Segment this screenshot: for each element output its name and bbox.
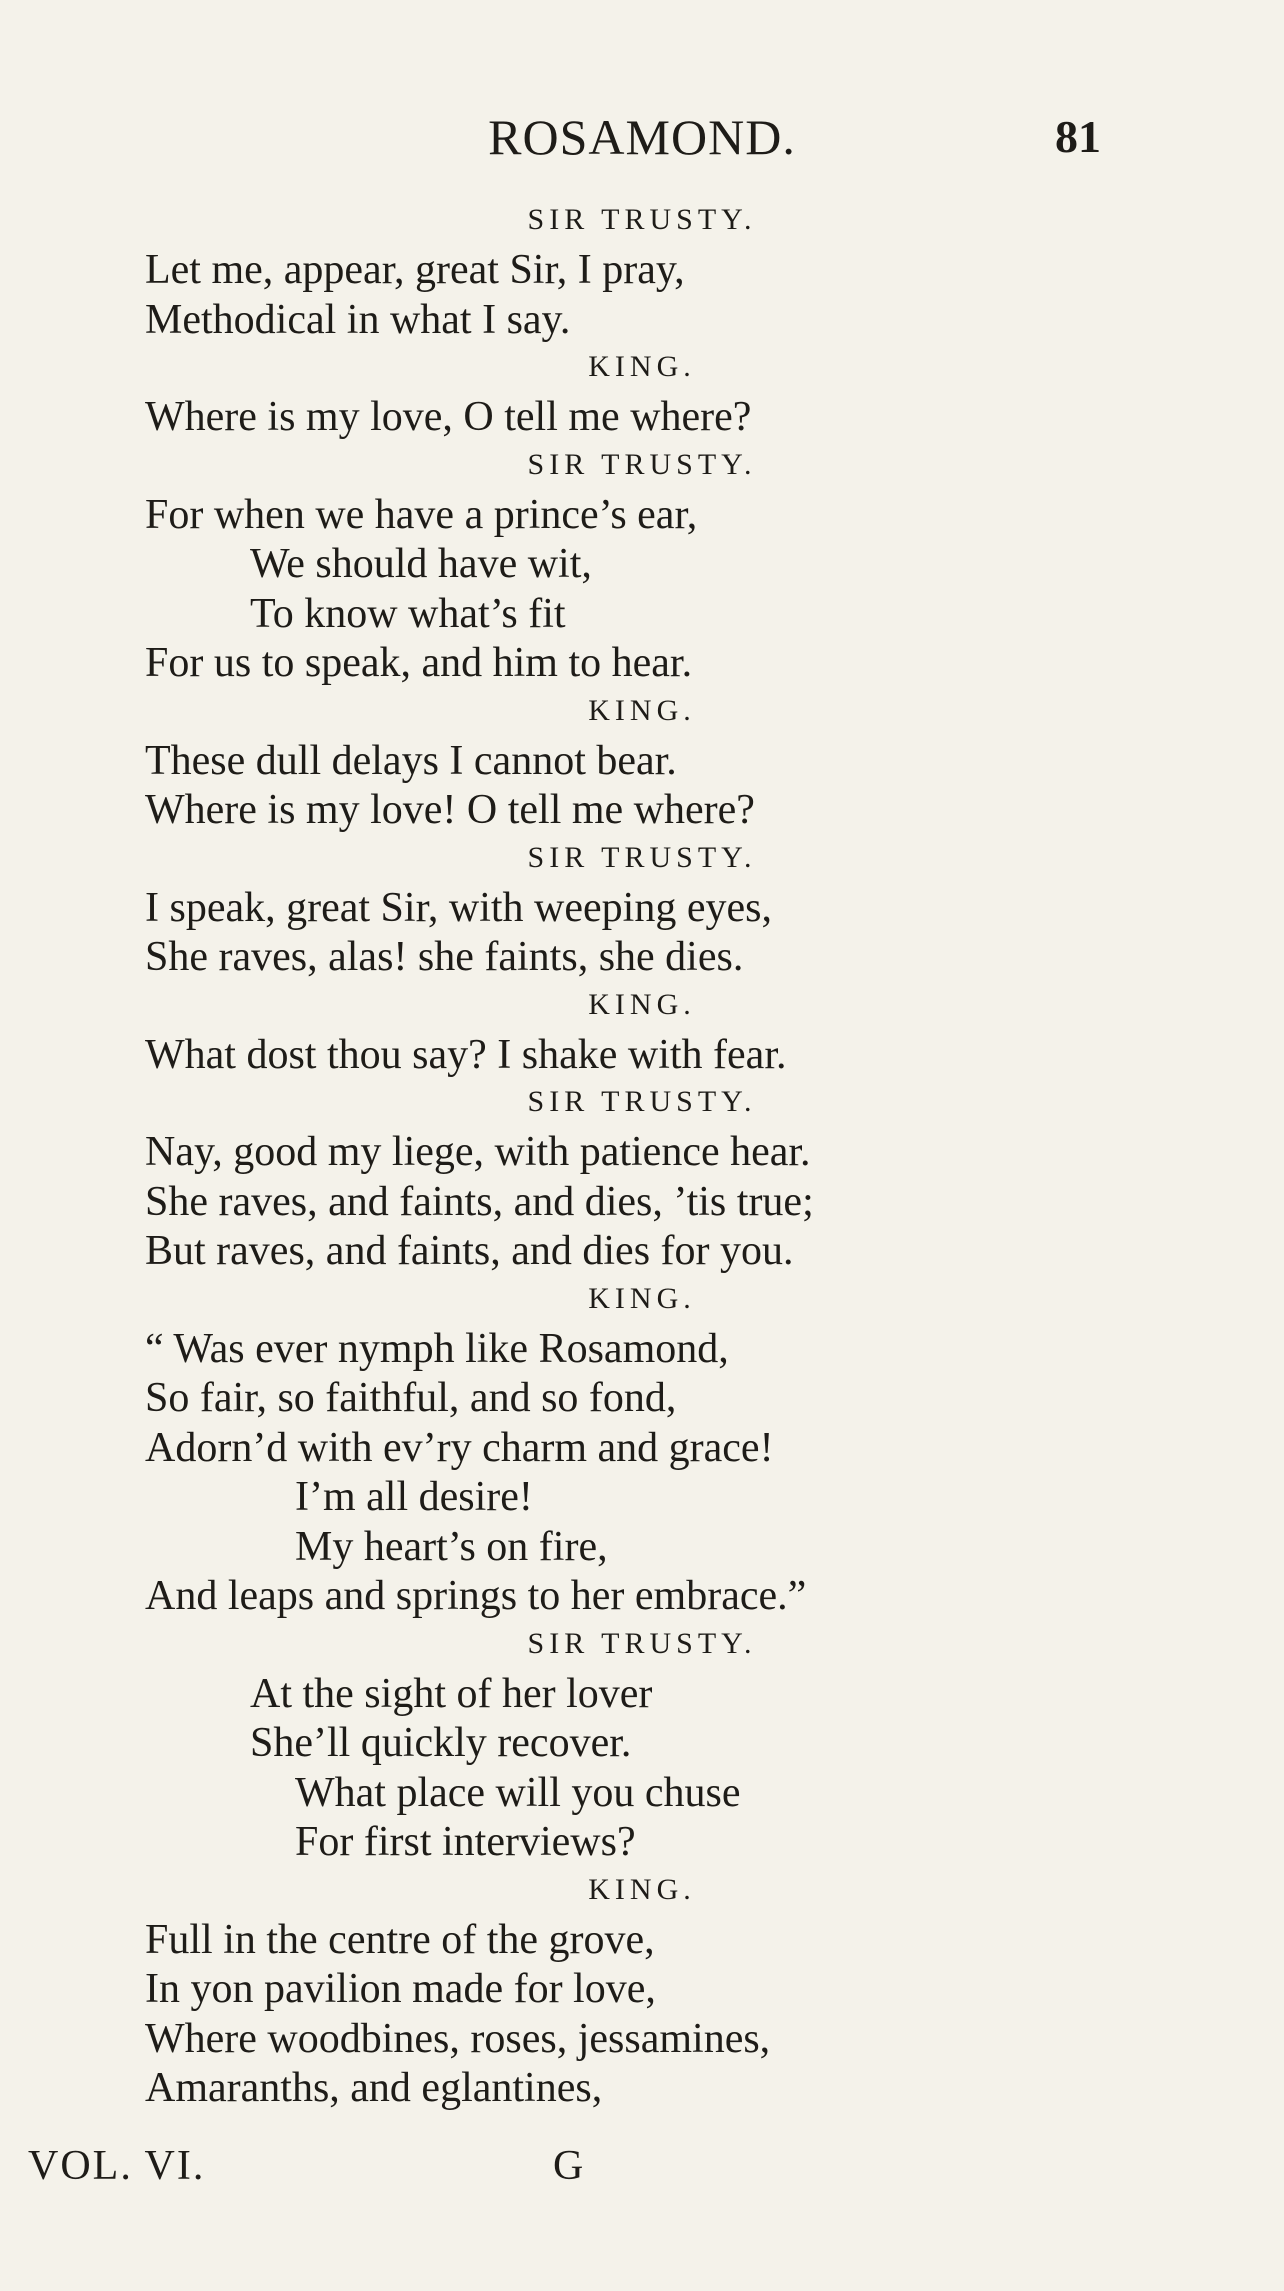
verse-line: My heart’s on fire, xyxy=(295,1523,608,1570)
speaker-heading: KING. xyxy=(588,1872,696,1906)
verse-line: Where woodbines, roses, jessamines, xyxy=(145,2015,771,2062)
verse-line: What place will you chuse xyxy=(295,1769,741,1816)
verse-line: What dost thou say? I shake with fear. xyxy=(145,1031,787,1078)
verse-line: At the sight of her lover xyxy=(250,1670,653,1717)
verse-line: In yon pavilion made for love, xyxy=(145,1966,656,2012)
speaker-heading: KING. xyxy=(588,1281,696,1315)
verse-line: So fair, so faithful, and so fond, xyxy=(145,1375,677,1421)
speaker-heading: SIR TRUSTY. xyxy=(527,840,757,874)
verse-line: These dull delays I cannot bear. xyxy=(145,737,677,784)
verse-line: I’m all desire! xyxy=(295,1474,533,1520)
speaker-heading: SIR TRUSTY. xyxy=(527,203,757,236)
verse-line: Where is my love, O tell me where? xyxy=(145,394,752,440)
verse-line: For us to speak, and him to hear. xyxy=(145,640,693,686)
verse-line: Where is my love! O tell me where? xyxy=(145,787,755,833)
verse-line: She raves, alas! she faints, she dies. xyxy=(145,934,744,980)
speaker-heading: KING. xyxy=(588,350,696,383)
verse-line: Nay, good my liege, with patience hear. xyxy=(145,1129,811,1175)
verse-line: Methodical in what I say. xyxy=(145,296,571,343)
page-number: 81 xyxy=(1055,111,1101,162)
verse-line: Let me, appear, great Sir, I pray, xyxy=(145,247,685,293)
speaker-heading: KING. xyxy=(588,987,696,1021)
page-header xyxy=(0,108,1284,178)
verse-line: But raves, and faints, and dies for you. xyxy=(145,1228,794,1274)
speaker-heading: SIR TRUSTY. xyxy=(527,1626,757,1660)
page-footer xyxy=(0,2142,1284,2212)
verse-line: We should have wit, xyxy=(250,541,592,587)
signature-mark: G xyxy=(553,2143,584,2189)
verse-line: She’ll quickly recover. xyxy=(250,1720,632,1766)
running-title: ROSAMOND. xyxy=(488,109,796,165)
verse-line: For when we have a prince’s ear, xyxy=(145,491,698,538)
verse-line: Full in the centre of the grove, xyxy=(145,1916,655,1963)
speaker-heading: SIR TRUSTY. xyxy=(527,1085,757,1118)
speaker-heading: SIR TRUSTY. xyxy=(527,447,757,481)
verse-line: She raves, and faints, and dies, ’tis true; xyxy=(145,1178,814,1225)
verse-line: To know what’s fit xyxy=(250,590,566,637)
verse-line: “ Was ever nymph like Rosamond, xyxy=(145,1325,729,1372)
verse-line: Amaranths, and eglantines, xyxy=(145,2065,603,2111)
speaker-heading: KING. xyxy=(588,693,696,727)
verse-line: I speak, great Sir, with weeping eyes, xyxy=(145,884,772,931)
verse-line: And leaps and springs to her embrace.” xyxy=(145,1573,807,1619)
volume-mark: VOL. VI. xyxy=(28,2143,206,2189)
verse-line: For first interviews? xyxy=(295,1819,636,1865)
verse-line: Adorn’d with ev’ry charm and grace! xyxy=(145,1424,774,1471)
